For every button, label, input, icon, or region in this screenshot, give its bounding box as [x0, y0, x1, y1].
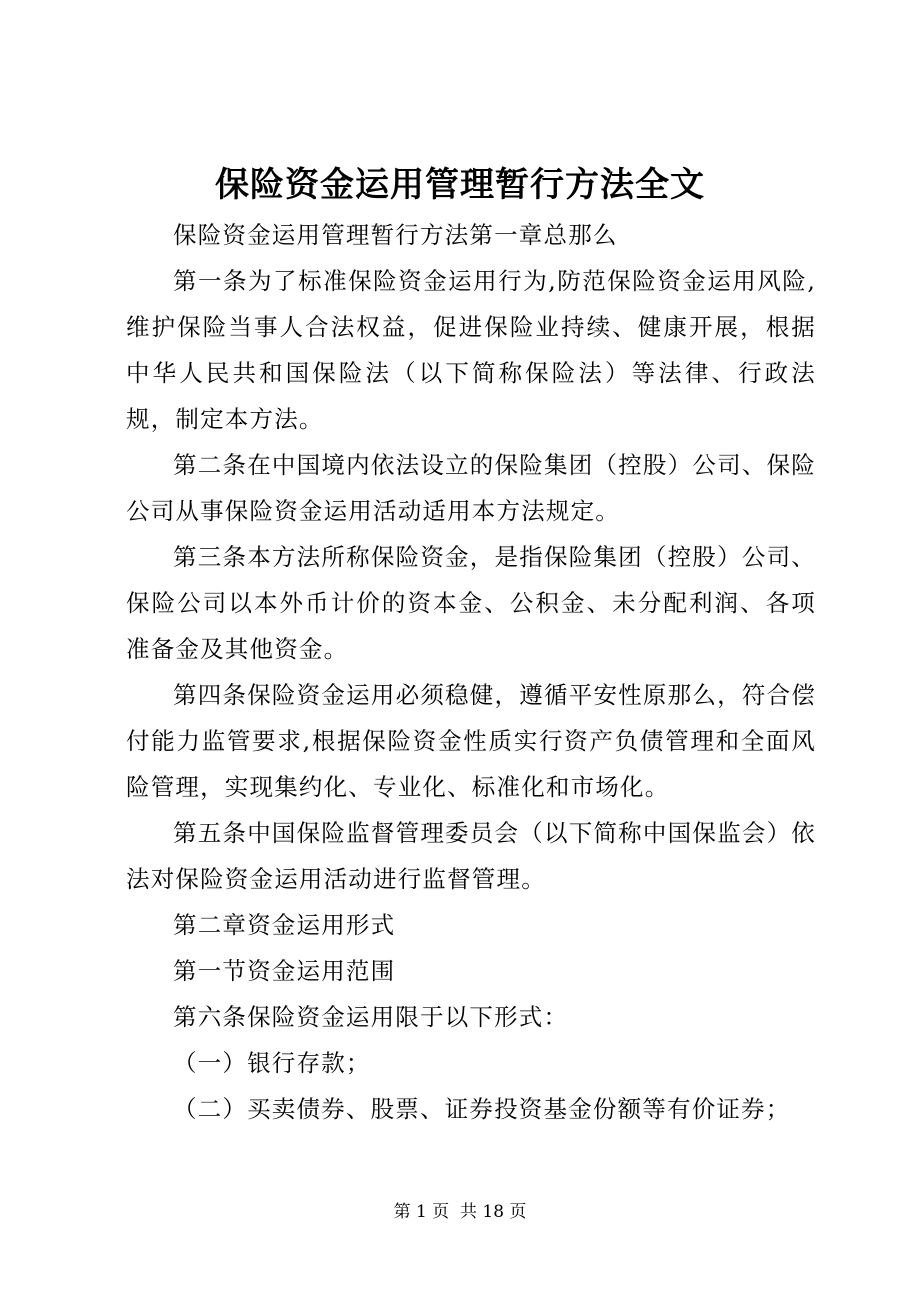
page-footer — [0, 1200, 920, 1224]
list-item-1: （一）银行存款； — [173, 1049, 371, 1077]
paragraph-article-1: 第一条为了标准保险资金运用行为,防范保险资金运用风险,维护保险当事人合法权益，促进保险业持续、健康开展，根据中华人民共和国保险法（以下简称保险法）等法律、行政法规，制定本方法。 — [126, 267, 816, 433]
page-number: 第 1 页 共 18 页 — [393, 1202, 527, 1222]
paragraph-intro: 保险资金运用管理暂行方法第一章总那么 — [173, 221, 618, 249]
document-title: 保险资金运用管理暂行方法全文 — [215, 165, 705, 205]
paragraph-article-2: 第二条在中国境内依法设立的保险集团（控股）公司、保险公司从事保险资金运用活动适用本方法规定。 — [126, 451, 816, 525]
section-heading: 第一节资金运用范围 — [173, 957, 396, 985]
chapter-heading: 第二章资金运用形式 — [173, 911, 396, 939]
document-body — [126, 212, 816, 1132]
paragraph-article-3: 第三条本方法所称保险资金，是指保险集团（控股）公司、保险公司以本外币计价的资本金、公积金、未分配利润、各项准备金及其他资金。 — [126, 543, 816, 663]
paragraph-article-4: 第四条保险资金运用必须稳健，遵循平安性原那么，符合偿付能力监管要求,根据保险资金性质实行资产负债管理和全面风险管理，实现集约化、专业化、标准化和市场化。 — [126, 681, 816, 801]
list-item-2: （二）买卖债券、股票、证券投资基金份额等有价证券； — [173, 1095, 791, 1123]
paragraph-article-6: 第六条保险资金运用限于以下形式： — [173, 1003, 569, 1031]
paragraph-article-5: 第五条中国保险监督管理委员会（以下简称中国保监会）依法对保险资金运用活动进行监督管理。 — [126, 819, 816, 893]
